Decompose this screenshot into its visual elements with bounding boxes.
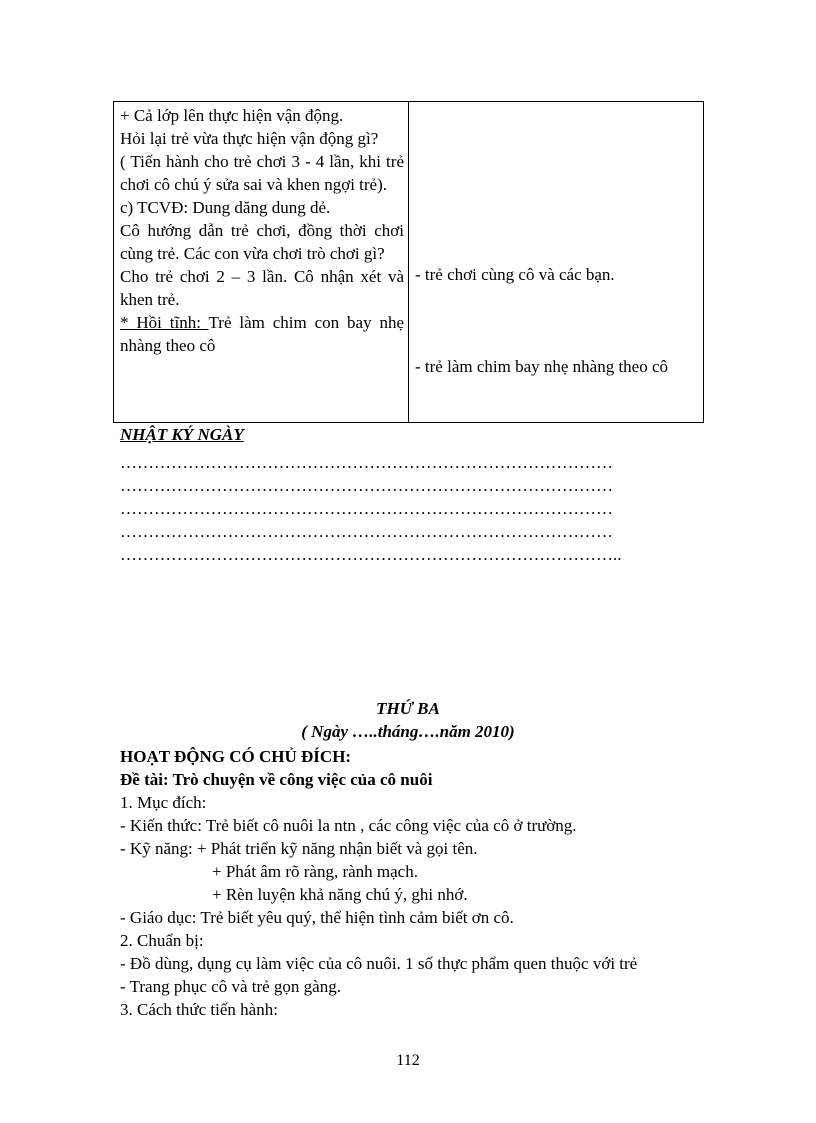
activity-heading: HOẠT ĐỘNG CÓ CHỦ ĐÍCH: <box>120 747 352 766</box>
activity-line: - Đồ dùng, dụng cụ làm việc của cô nuôi. 1 số thực phẩm quen thuộc với trẻ <box>120 954 638 973</box>
diary-heading: NHẬT KÝ NGÀY <box>120 425 244 444</box>
table-left-column <box>114 102 409 422</box>
dot-line: …………………………………………………………………………… <box>120 522 613 541</box>
table-left-line: Hỏi lại trẻ vừa thực hiện vận động gì? <box>120 129 379 148</box>
activity-line: - Kiến thức: Trẻ biết cô nuôi la ntn , các công việc của cô ở trường. <box>120 816 577 835</box>
activity-line: - Trang phục cô và trẻ gọn gàng. <box>120 977 341 996</box>
table-right-line: - trẻ làm chim bay nhẹ nhàng theo cô <box>415 357 669 376</box>
dot-line: …………………………………………………………………………… <box>120 453 613 472</box>
table-right-line: - trẻ chơi cùng cô và các bạn. <box>415 265 615 284</box>
hoi-tinh-paragraph <box>120 311 404 357</box>
activity-table <box>113 101 704 423</box>
table-right-column <box>409 102 703 422</box>
day-date: ( Ngày …..tháng….năm 2010) <box>301 722 515 741</box>
activity-topic: Đề tài: Trò chuyện về công việc của cô nuôi <box>120 770 433 789</box>
page-number: 112 <box>396 1052 420 1069</box>
activity-indented-line: + Rèn luyện khả năng chú ý, ghi nhớ. <box>212 885 468 904</box>
activity-line: - Kỹ năng: + Phát triển kỹ năng nhận biết và gọi tên. <box>120 839 478 858</box>
hoi-tinh-label: * Hồi tĩnh: <box>120 313 209 332</box>
activity-line: 1. Mục đích: <box>120 793 207 812</box>
table-left-line: + Cả lớp lên thực hiện vận động. <box>120 106 344 125</box>
activity-indented-line: + Phát âm rõ ràng, rành mạch. <box>212 862 418 881</box>
dot-line: …………………………………………………………………………… <box>120 476 613 495</box>
activity-line: 2. Chuẩn bị: <box>120 931 204 950</box>
dot-line: …………………………………………………………………………….. <box>120 545 622 564</box>
table-left-line: ( Tiến hành cho trẻ chơi 3 - 4 lần, khi trẻ chơi cô chú ý sửa sai và khen ngợi trẻ). <box>120 152 404 194</box>
table-left-line: c) TCVĐ: Dung dăng dung dẻ. <box>120 198 331 217</box>
table-left-line: Cô hướng dẫn trẻ chơi, đồng thời chơi cùng trẻ. Các con vừa chơi trò chơi gì? <box>120 221 404 263</box>
day-title: THỨ BA <box>376 699 440 718</box>
activity-line: 3. Cách thức tiến hành: <box>120 1000 278 1019</box>
activity-line: - Giáo dục: Trẻ biết yêu quý, thể hiện tình cảm biết ơn cô. <box>120 908 514 927</box>
activity-section <box>120 745 637 1021</box>
dot-line: …………………………………………………………………………… <box>120 499 613 518</box>
table-left-line: Cho trẻ chơi 2 – 3 lần. Cô nhận xét và khen trẻ. <box>120 267 404 309</box>
hoi-tinh-text: Trẻ làm chim con bay nhẹ nhàng theo cô <box>120 313 404 355</box>
diary-lines <box>120 451 622 566</box>
